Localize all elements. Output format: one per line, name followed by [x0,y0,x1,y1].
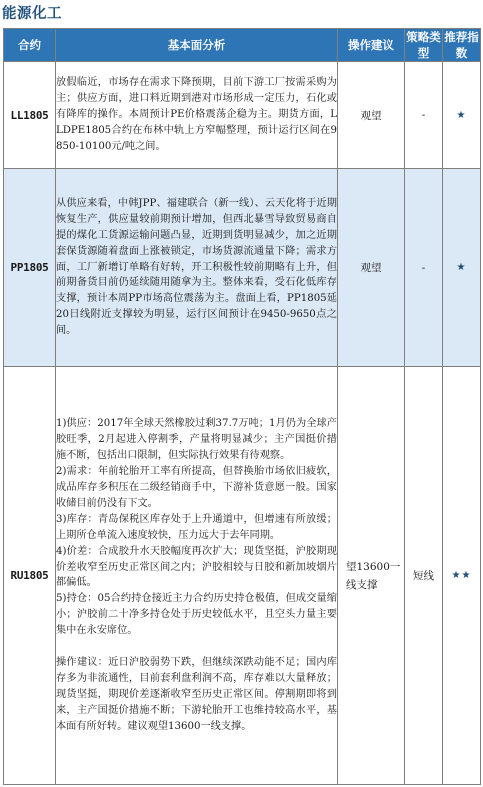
analysis-paragraph-supply: 1)供应：2017年全球天然橡胶过剩37.7万吨；1月仍为全球产胶旺季，2月起进入停割季，产量将明显减少；主产国挺价措施不断，包括出口限制，但实际执行效果有待观察。 [56,418,337,462]
futures-analysis-table [3,28,481,785]
analysis-text: 放假临近，市场存在需求下降预期，目前下游工厂按需采购为主；供应方面，进口料近期到港对市场形成一定压力，石化或有降库的操作。本周预计PE价格震荡企稳为主。期货方面，LLDPE1805合约在布林中轨上方窄幅整理，预计运行区间在9850-10100元/吨之间。 [56,62,338,169]
contract-code: RU1805 [4,367,56,785]
paragraph-gap [56,639,337,655]
advice-text: 观望 [338,169,405,367]
header-contract: 合约 [4,29,56,62]
strategy-type: 短线 [405,367,443,785]
analysis-paragraph-inventory: 3)库存：青岛保税区库存处于上升通道中，但增速有所放缓；上期所仓单流入速度较快，压力远大于去年同期。 [56,513,337,541]
header-analysis: 基本面分析 [56,29,338,62]
analysis-text [56,367,338,785]
rating-stars: ★ [443,62,481,169]
analysis-paragraph-position: 5)持仓：05合约持仓接近主力合约历史持仓极值，但成交量缩小；沪胶前二十净多持仓处于历史较低水平，且空头力量主要集中在永安席位。 [56,593,337,637]
header-rating: 推荐指数 [444,30,479,60]
header-advice: 操作建议 [338,29,405,62]
advice-text: 望13600一线支撑 [338,367,405,785]
analysis-paragraph-spread: 4)价差：合成胶升水天胶幅度再次扩大；现货坚挺，沪胶期现价差收窄至历史正常区间之内；沪胶相较与日胶和新加坡烟片都偏低。 [56,545,337,589]
section-title: 能源化工 [2,6,62,22]
contract-code: LL1805 [4,62,56,169]
header-strategy: 策略类型 [406,30,441,60]
strategy-type: - [405,169,443,367]
analysis-text: 从供应来看，中韩JPP、福建联合（新一线）、云天化将于近期恢复生产，供应量较前期预计增加，但西北暴雪导致贸易商自提的煤化工货源运输问题凸显，近期到货明显减少，加之近期套保货源随着盘面上涨被锁定，市场货源流通量下降；需求方面，工厂新增订单略有好转，开工积极性较前期略有上升，但前期备货目前仍延续随用随拿为主。整体来看，受石化低库存支撑，预计本周PP市场高位震荡为主。盘面上看，PP1805延20日线附近支撑较为明显，运行区间预计在9450-9650点之间。 [56,169,338,367]
advice-text: 观望 [338,62,405,169]
table-row [4,169,481,367]
strategy-type: - [405,62,443,169]
contract-code: PP1805 [4,169,56,367]
rating-stars: ★ [443,169,481,367]
table-row [4,62,481,169]
table-header-row [4,29,481,62]
analysis-paragraph-advice: 操作建议：近日沪胶弱势下跌，但继续深跌动能不足；国内库存多为非流通性，目前套利盘利润不高，库存难以大量释放；现货坚挺，期现价差逐渐收窄至历史正常区间。停割期即将到来，主产国挺价措施不断；下游轮胎开工也维持较高水平，基本面有所好转。建议观望13600一线支撑。 [56,657,337,732]
table-row [4,367,481,785]
rating-stars: ★★ [443,367,481,785]
analysis-paragraph-demand: 2)需求：年前轮胎开工率有所提高，但替换胎市场依旧疲软，成品库存多积压在二级经销商手中，下游补货意愿一般。国家收储目前仍没有下文。 [56,466,337,509]
